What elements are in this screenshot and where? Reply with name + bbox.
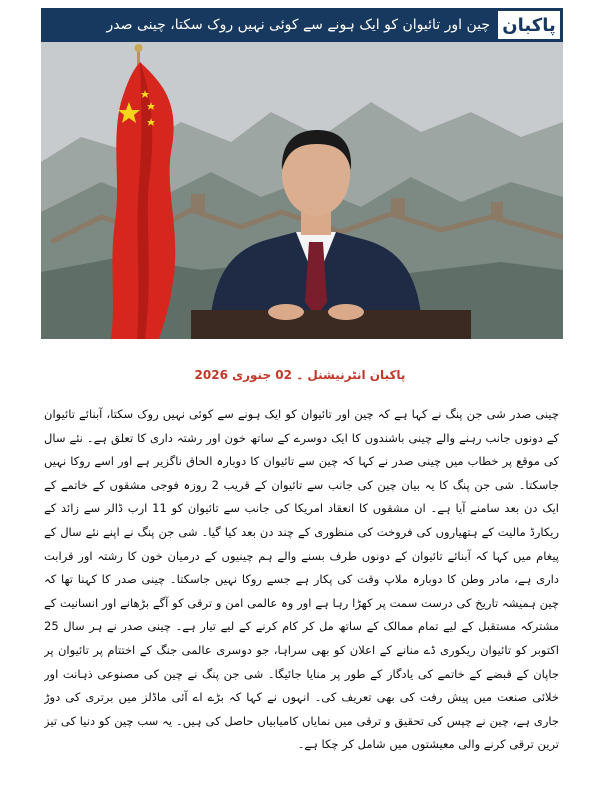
headline: چین اور تائیوان کو ایک ہونے سے کوئی نہیں روک سکتا، چینی صدر [106,17,490,33]
article-body: چینی صدر شی جن پنگ نے کہا ہے کہ چین اور تائیوان کو ایک ہونے سے کوئی نہیں روک سکتا، آبنائے تائیوان کے دونوں جانب رہنے والے چینی باشندوں کا ایک دوسرے کے ساتھ خون اور رشتہ داری کا تعلق ہے۔ نئے سال کی موقع پر خطاب میں چینی صدر نے کہا کہ چین سے تائیوان کا دوبارہ الحاق ناگزیر ہے اور اسے روکا نہیں جاسکتا۔ شی جن پنگ کا یہ بیان چین کی جانب سے تائیوان کے قریب 2 روزہ فوجی مشقوں کے خاتمے کے ایک دن بعد سامنے آیا ہے۔ ان مشقوں کا انعقاد امریکا کی جانب سے تائیوان کو 11 ارب ڈالر سے زائد کے ریکارڈ مالیت کے ہتھیاروں کی فروخت کی منظوری کے چند دن بعد کیا گیا۔ شی جن پنگ نے اپنے نئے سال کے پیغام میں کہا کہ آبنائے تائیوان کے دونوں طرف بسنے والے ہم چینیوں کے درمیان خون کا رشتہ اور قرابت داری ہے، مادر وطن کا دوبارہ ملاپ وقت کی پکار ہے جسے روکا نہیں جاسکتا۔ چینی صدر کا کہنا تھا کہ چین ہمیشہ تاریخ کی درست سمت پر کھڑا رہا ہے اور وہ عالمی امن و ترقی کو آگے بڑھانے اور انسانیت کے مشترکہ مستقبل کے لیے تمام ممالک کے ساتھ مل کر کام کرنے کے لیے تیار ہے۔ چینی صدر نے ہر سال 25 اکتوبر کو تائیوان ریکوری ڈے منانے کے اعلان کو بھی سراہا، جو دوسری عالمی جنگ کے اختتام پر تائیوان پر جاپان کے قبضے کے خاتمے کی یادگار کے طور پر منایا جائیگا۔ شی جن پنگ نے چین کی مصنوعی ذہانت اور خلائی صنعت میں پیش رفت کی بھی تعریف کی۔ انہوں نے کہا کہ بڑے اے آئی ماڈلز میں برتری کی دوڑ جاری ہے، چین نے چپس کی تحقیق و ترقی میں نمایاں کامیابیاں حاصل کی ہیں۔ یہ سب چین کو دنیا کی تیز ترین ترقی کرنے والی معیشتوں میں شامل کر چکا ہے۔ [44,407,559,752]
dateline-separator: ۔ [296,368,304,382]
news-photo [41,42,563,339]
header-bar [41,8,563,42]
brand-logo[interactable]: پاکبان [498,11,560,39]
dateline-source: پاکبان انٹرنیشنل [307,368,406,382]
dateline-date: 02 جنوری 2026 [194,368,292,382]
dateline [0,368,600,382]
news-photo-graphic [41,42,563,339]
